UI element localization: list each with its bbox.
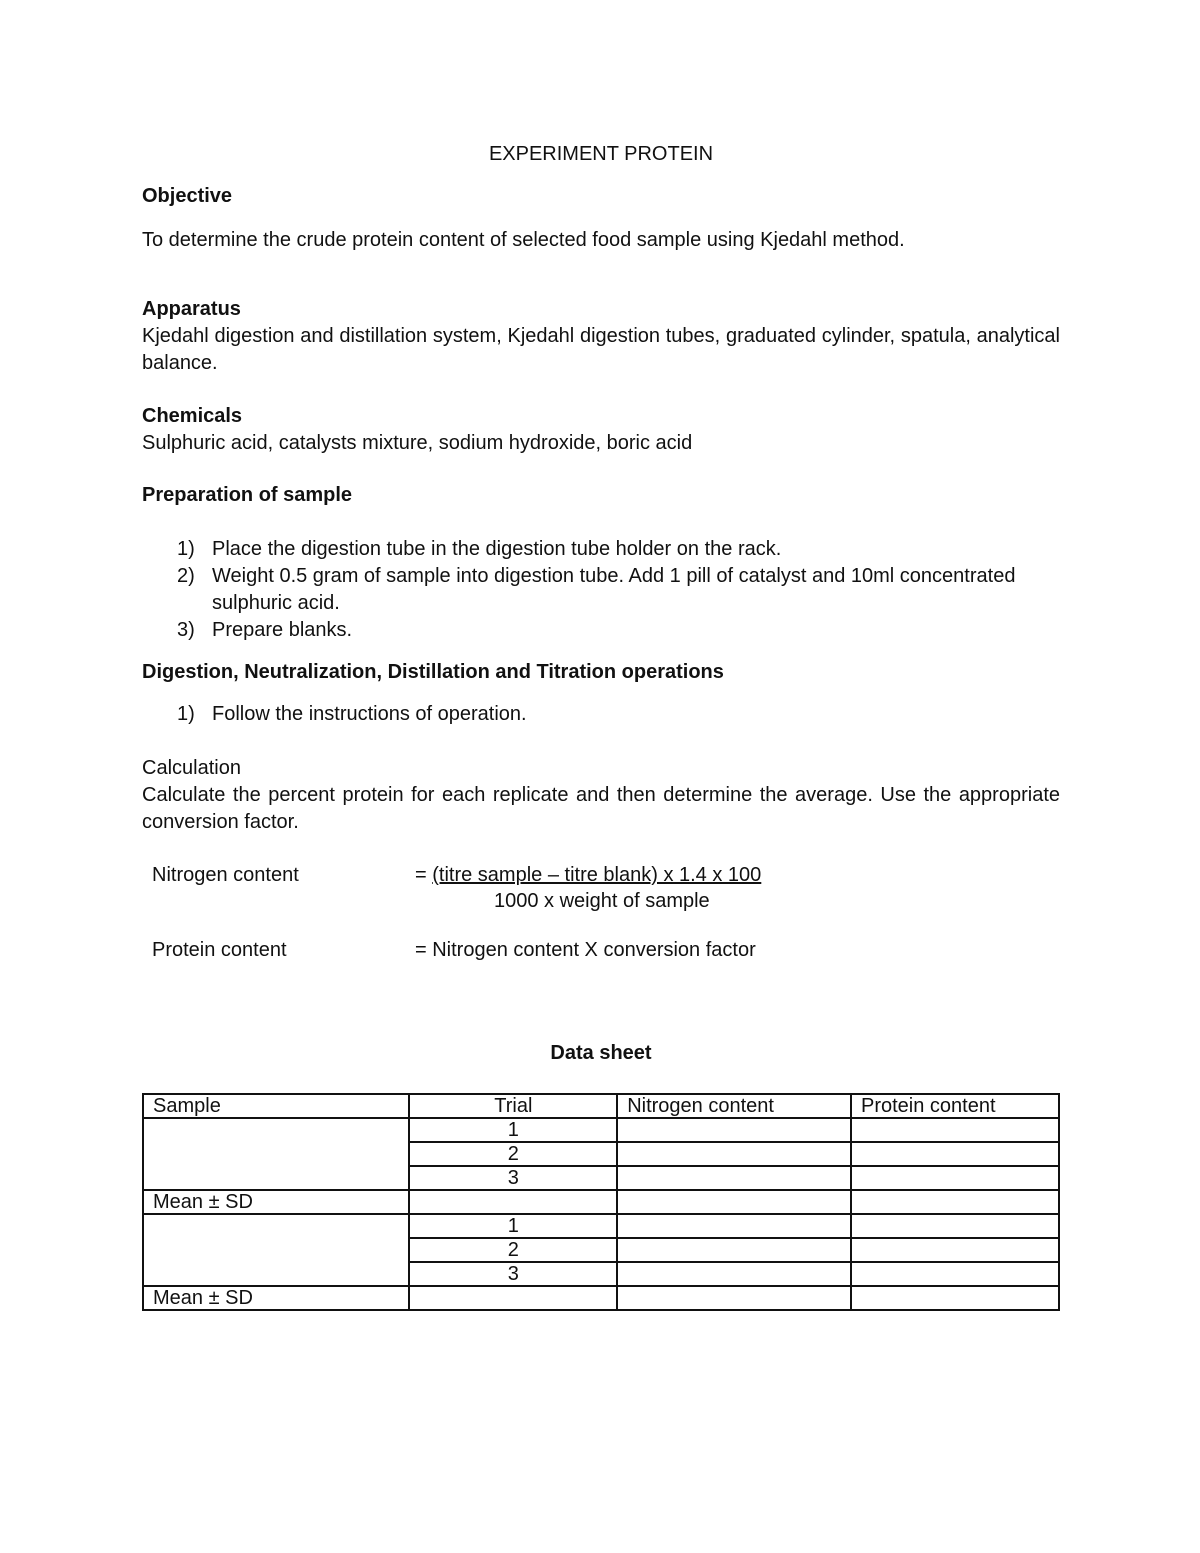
header-protein-content: Protein content bbox=[851, 1094, 1059, 1118]
calculation-text: Calculate the percent protein for each replicate and then determine the average. Use the appropriate conversion factor. bbox=[142, 784, 1060, 833]
nitrogen-cell bbox=[617, 1118, 851, 1142]
nitrogen-cell bbox=[617, 1190, 851, 1214]
protein-cell bbox=[851, 1214, 1059, 1238]
nitrogen-content-label: Nitrogen content bbox=[152, 864, 299, 886]
nitrogen-cell bbox=[617, 1262, 851, 1286]
header-sample: Sample bbox=[143, 1094, 409, 1118]
protein-cell bbox=[851, 1142, 1059, 1166]
table-row bbox=[143, 1118, 1059, 1142]
nitrogen-cell bbox=[617, 1166, 851, 1190]
protein-cell bbox=[851, 1166, 1059, 1190]
step-text: Weight 0.5 gram of sample into digestion tube. Add 1 pill of catalyst and 10ml concentrated sulphuric acid. bbox=[212, 565, 1016, 614]
operations-steps bbox=[142, 701, 1060, 728]
trial-cell: 3 bbox=[409, 1166, 617, 1190]
nitrogen-formula-numerator: (titre sample – titre blank) x 1.4 x 100 bbox=[432, 864, 762, 886]
equals-sign: = bbox=[415, 864, 433, 886]
chemicals-heading: Chemicals bbox=[142, 405, 243, 427]
header-nitrogen-content: Nitrogen content bbox=[617, 1094, 851, 1118]
step-number: 3) bbox=[177, 619, 195, 641]
nitrogen-cell bbox=[617, 1214, 851, 1238]
trial-cell: 3 bbox=[409, 1262, 617, 1286]
step-text: Prepare blanks. bbox=[212, 619, 353, 641]
data-sheet-table bbox=[142, 1093, 1060, 1311]
table-row bbox=[143, 1214, 1059, 1238]
preparation-heading: Preparation of sample bbox=[142, 484, 353, 506]
protein-formula: = Nitrogen content X conversion factor bbox=[415, 939, 756, 961]
list-item bbox=[142, 701, 1060, 728]
list-item bbox=[142, 563, 1060, 617]
apparatus-heading: Apparatus bbox=[142, 298, 241, 320]
list-item bbox=[142, 617, 1060, 644]
objective-text: To determine the crude protein content of selected food sample using Kjedahl method. bbox=[142, 229, 905, 251]
nitrogen-formula bbox=[415, 862, 761, 889]
trial-cell: 1 bbox=[409, 1118, 617, 1142]
table-row-mean bbox=[143, 1190, 1059, 1214]
trial-cell bbox=[409, 1286, 617, 1310]
list-item bbox=[142, 536, 1060, 563]
step-number: 1) bbox=[177, 703, 195, 725]
protein-cell bbox=[851, 1286, 1059, 1310]
trial-cell bbox=[409, 1190, 617, 1214]
header-trial: Trial bbox=[409, 1094, 617, 1118]
table-header-row bbox=[143, 1094, 1059, 1118]
protein-cell bbox=[851, 1190, 1059, 1214]
step-number: 2) bbox=[177, 565, 195, 587]
chemicals-text: Sulphuric acid, catalysts mixture, sodium hydroxide, boric acid bbox=[142, 432, 693, 454]
table-row-mean bbox=[143, 1286, 1059, 1310]
trial-cell: 2 bbox=[409, 1238, 617, 1262]
sample-cell bbox=[143, 1118, 409, 1190]
trial-cell: 1 bbox=[409, 1214, 617, 1238]
step-text: Place the digestion tube in the digestion tube holder on the rack. bbox=[212, 538, 782, 560]
nitrogen-formula-denominator: 1000 x weight of sample bbox=[494, 890, 710, 912]
sample-cell bbox=[143, 1214, 409, 1286]
protein-cell bbox=[851, 1118, 1059, 1142]
objective-heading: Objective bbox=[142, 185, 233, 207]
protein-content-label: Protein content bbox=[152, 939, 287, 961]
document-title: EXPERIMENT PROTEIN bbox=[488, 143, 714, 165]
nitrogen-cell bbox=[617, 1142, 851, 1166]
trial-cell: 2 bbox=[409, 1142, 617, 1166]
calculation-heading: Calculation bbox=[142, 757, 241, 779]
nitrogen-cell bbox=[617, 1238, 851, 1262]
mean-sd-label: Mean ± SD bbox=[143, 1190, 409, 1214]
operations-heading: Digestion, Neutralization, Distillation and Titration operations bbox=[142, 661, 724, 683]
apparatus-text: Kjedahl digestion and distillation system, Kjedahl digestion tubes, graduated cylinder, spatula, analytical balance. bbox=[142, 325, 1060, 374]
nitrogen-cell bbox=[617, 1286, 851, 1310]
step-text: Follow the instructions of operation. bbox=[212, 703, 527, 725]
protein-cell bbox=[851, 1238, 1059, 1262]
mean-sd-label: Mean ± SD bbox=[143, 1286, 409, 1310]
data-sheet-title: Data sheet bbox=[550, 1042, 652, 1064]
protein-cell bbox=[851, 1262, 1059, 1286]
step-number: 1) bbox=[177, 538, 195, 560]
preparation-steps bbox=[142, 536, 1060, 644]
